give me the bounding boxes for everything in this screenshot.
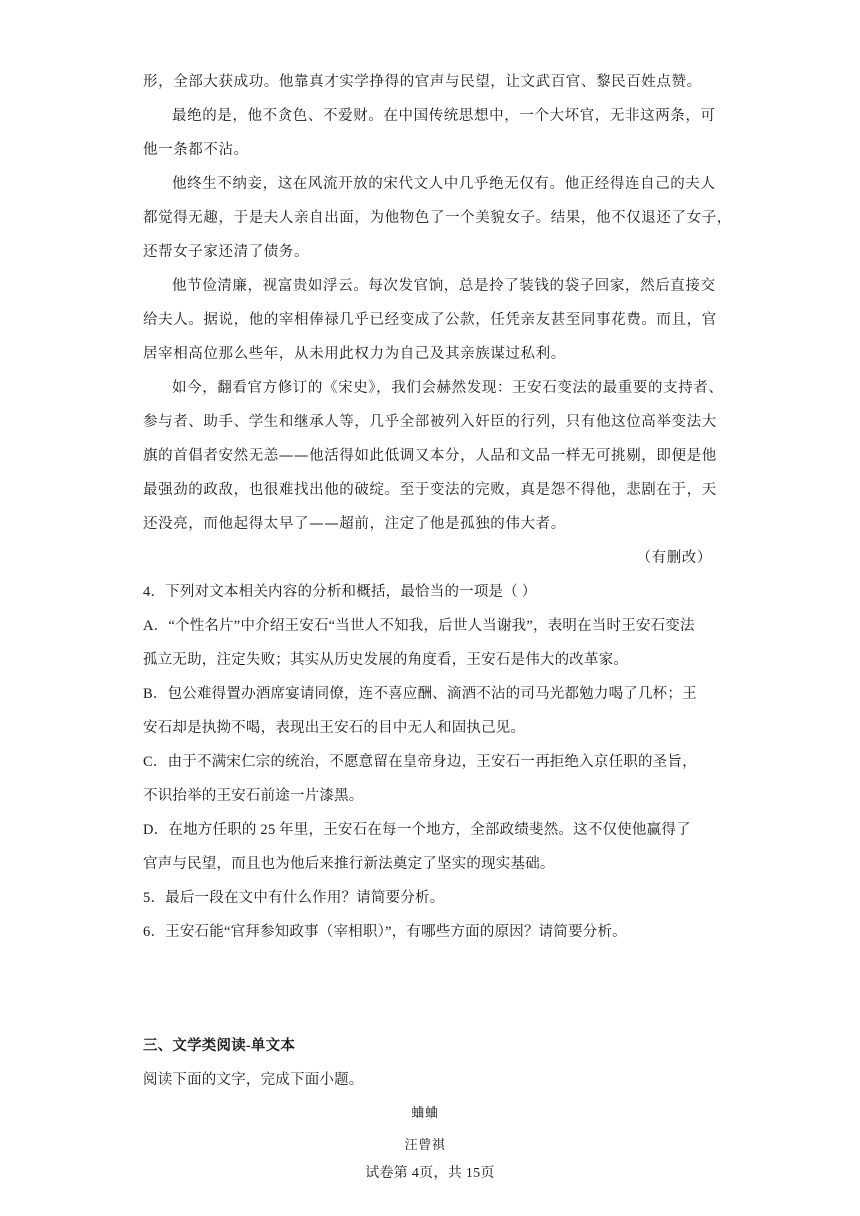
- passage-line: 居宰相高位那么些年，从未用此权力为自己及其亲族谋过私利。: [143, 346, 566, 362]
- option-c-line: 不识抬举的王安石前途一片漆黑。: [143, 788, 364, 804]
- section-instruction: 阅读下面的文字，完成下面小题。: [143, 1072, 364, 1088]
- page-footer: 试卷第 4页，共 15页: [365, 1166, 495, 1181]
- passage-line: 都觉得无趣，于是夫人亲自出面，为他物色了一个美貌女子。结果，他不仅退还了女子，: [143, 210, 732, 226]
- question-4-stem: 4．下列对文本相关内容的分析和概括，最恰当的一项是（ ）: [143, 584, 537, 600]
- passage-line: 还没亮，而他起得太早了——超前，注定了他是孤独的伟大者。: [143, 516, 566, 532]
- passage-line: 参与者、助手、学生和继承人等，几乎全部被列入奸臣的行列，只有他这位高举变法大: [143, 414, 717, 430]
- option-d-line: D．在地方任职的 25 年里，王安石在每一个地方，全部政绩斐然。这不仅使他赢得了: [143, 822, 691, 838]
- option-a-line: A．“个性名片”中介绍王安石“当世人不知我，后世人当谢我”，表明在当时王安石变法: [143, 618, 695, 634]
- passage-line: 他终生不纳妾，这在风流开放的宋代文人中几乎绝无仅有。他正经得连自己的夫人: [172, 176, 716, 192]
- passage-line: 最强劲的政敌，也很难找出他的破绽。至于变法的完败，真是怨不得他，悲剧在于，天: [143, 482, 717, 498]
- passage-line: 最绝的是，他不贪色、不爱财。在中国传统思想中，一个大坏官，无非这两条，可: [172, 108, 716, 124]
- option-d-line: 官声与民望，而且也为他后来推行新法奠定了坚实的现实基础。: [143, 856, 555, 872]
- passage-line: 形，全部大获成功。他靠真才实学挣得的官声与民望，让文武百官、黎民百姓点赞。: [143, 74, 702, 90]
- source-note: （有删改）: [636, 550, 712, 566]
- question-5: 5．最后一段在文中有什么作用？请简要分析。: [143, 890, 445, 906]
- passage-line: 还帮女子家还清了债务。: [143, 244, 310, 260]
- story-title: 蛐蛐: [411, 1106, 439, 1121]
- story-author: 汪曾祺: [404, 1138, 446, 1153]
- passage-line: 他节俭清廉，视富贵如浮云。每次发官饷，总是拎了装钱的袋子回家，然后直接交: [172, 278, 716, 294]
- section-heading: 三、文学类阅读-单文本: [143, 1038, 296, 1054]
- passage-line: 给夫人。据说，他的宰相俸禄几乎已经变成了公款，任凭亲友甚至同事花费。而且，官: [143, 312, 717, 328]
- passage-line: 旗的首倡者安然无恙——他活得如此低调又本分，人品和文品一样无可挑剔，即便是他: [143, 448, 717, 464]
- question-6: 6．王安石能“官拜参知政事（宰相职）”，有哪些方面的原因？请简要分析。: [143, 924, 627, 940]
- option-b-line: 安石却是执拗不喝，表现出王安石的目中无人和固执己见。: [143, 720, 526, 736]
- option-b-line: B．包公难得置办酒席宴请同僚，连不喜应酬、滴酒不沾的司马光都勉力喝了几杯；王: [143, 686, 697, 702]
- passage-line: 他一条都不沾。: [143, 142, 249, 158]
- option-a-line: 孤立无助，注定失败；其实从历史发展的角度看，王安石是伟大的改革家。: [143, 652, 629, 668]
- passage-line: 如今，翻看官方修订的《宋史》，我们会赫然发现：王安石变法的最重要的支持者、: [172, 380, 724, 396]
- option-c-line: C．由于不满宋仁宗的统治，不愿意留在皇帝身边，王安石一再拒绝入京任职的圣旨，: [143, 754, 697, 770]
